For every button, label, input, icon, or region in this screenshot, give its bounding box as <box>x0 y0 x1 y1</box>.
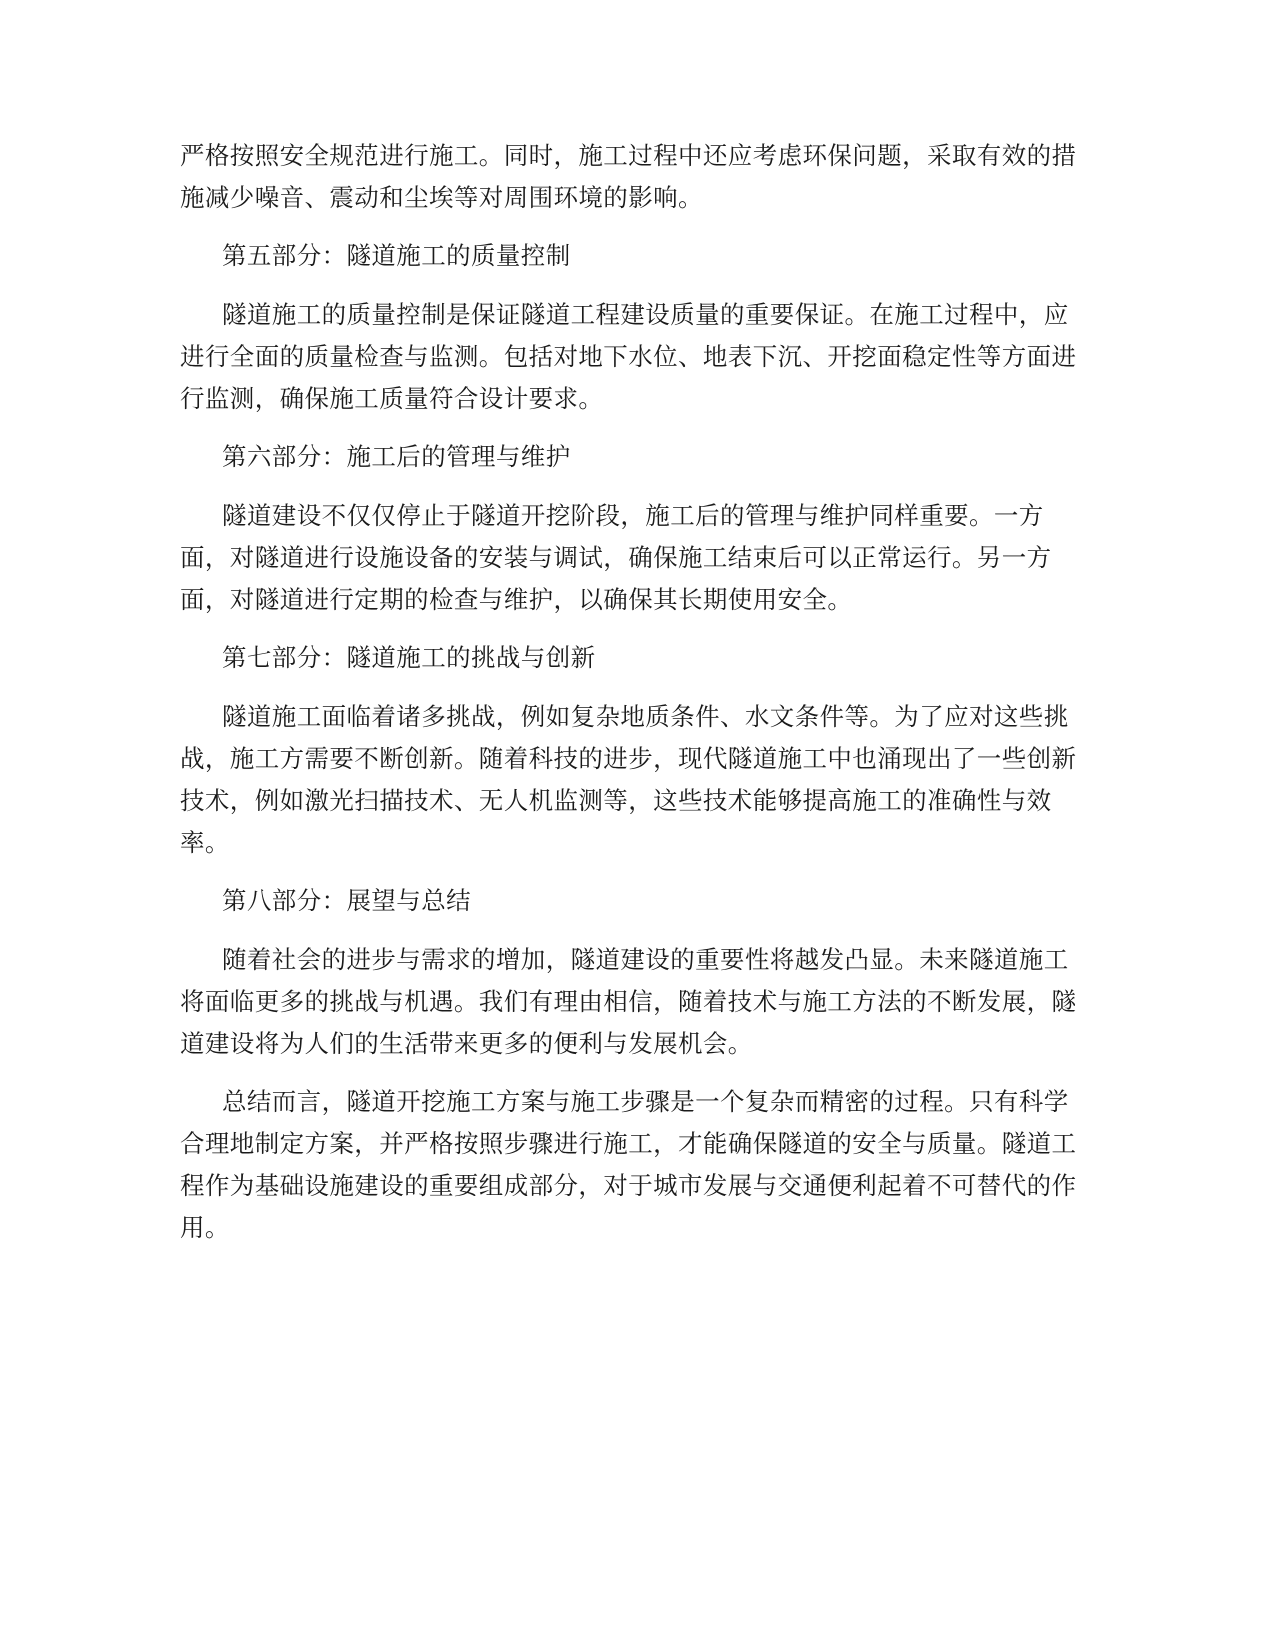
text-line: 隧道施工的质量控制是保证隧道工程建设质量的重要保证。在施工过程中，应 <box>222 300 1069 329</box>
text-line: 随着社会的进步与需求的增加，隧道建设的重要性将越发凸显。未来隧道施工 <box>222 945 1069 974</box>
text-line: 面，对隧道进行定期的检查与维护，以确保其长期使用安全。 <box>180 585 853 614</box>
text-line: 隧道建设不仅仅停止于隧道开挖阶段，施工后的管理与维护同样重要。一方 <box>222 501 1044 530</box>
text-line: 程作为基础设施建设的重要组成部分，对于城市发展与交通便利起着不可替代的作 <box>180 1171 1077 1200</box>
paragraph-section-6 <box>180 500 1090 616</box>
text-line: 率。 <box>180 828 230 857</box>
section-heading-6: 第六部分：施工后的管理与维护 <box>222 442 571 471</box>
text-line: 技术，例如激光扫描技术、无人机监测等，这些技术能够提高施工的准确性与效 <box>180 786 1052 815</box>
section-heading-7: 第七部分：隧道施工的挑战与创新 <box>222 643 596 672</box>
text-line: 行监测，确保施工质量符合设计要求。 <box>180 384 604 413</box>
paragraph-section-5 <box>180 299 1090 415</box>
text-line: 总结而言，隧道开挖施工方案与施工步骤是一个复杂而精密的过程。只有科学 <box>222 1087 1069 1116</box>
text-line: 进行全面的质量检查与监测。包括对地下水位、地表下沉、开挖面稳定性等方面进 <box>180 342 1077 371</box>
paragraph-conclusion <box>180 1086 1090 1244</box>
section-heading-5: 第五部分：隧道施工的质量控制 <box>222 241 571 270</box>
section-heading-8: 第八部分：展望与总结 <box>222 886 471 915</box>
text-line: 合理地制定方案，并严格按照步骤进行施工，才能确保隧道的安全与质量。隧道工 <box>180 1129 1077 1158</box>
text-line: 用。 <box>180 1213 230 1242</box>
text-line: 严格按照安全规范进行施工。同时，施工过程中还应考虑环保问题，采取有效的措 <box>180 141 1077 170</box>
text-line: 施减少噪音、震动和尘埃等对周围环境的影响。 <box>180 183 703 212</box>
paragraph-intro <box>180 140 1090 214</box>
text-line: 战，施工方需要不断创新。随着科技的进步，现代隧道施工中也涌现出了一些创新 <box>180 744 1077 773</box>
text-line: 道建设将为人们的生活带来更多的便利与发展机会。 <box>180 1029 753 1058</box>
document-page <box>180 140 1090 1244</box>
text-line: 面，对隧道进行设施设备的安装与调试，确保施工结束后可以正常运行。另一方 <box>180 543 1052 572</box>
text-line: 将面临更多的挑战与机遇。我们有理由相信，随着技术与施工方法的不断发展，隧 <box>180 987 1077 1016</box>
text-line: 隧道施工面临着诸多挑战，例如复杂地质条件、水文条件等。为了应对这些挑 <box>222 702 1069 731</box>
paragraph-section-7 <box>180 701 1090 859</box>
paragraph-section-8 <box>180 944 1090 1060</box>
